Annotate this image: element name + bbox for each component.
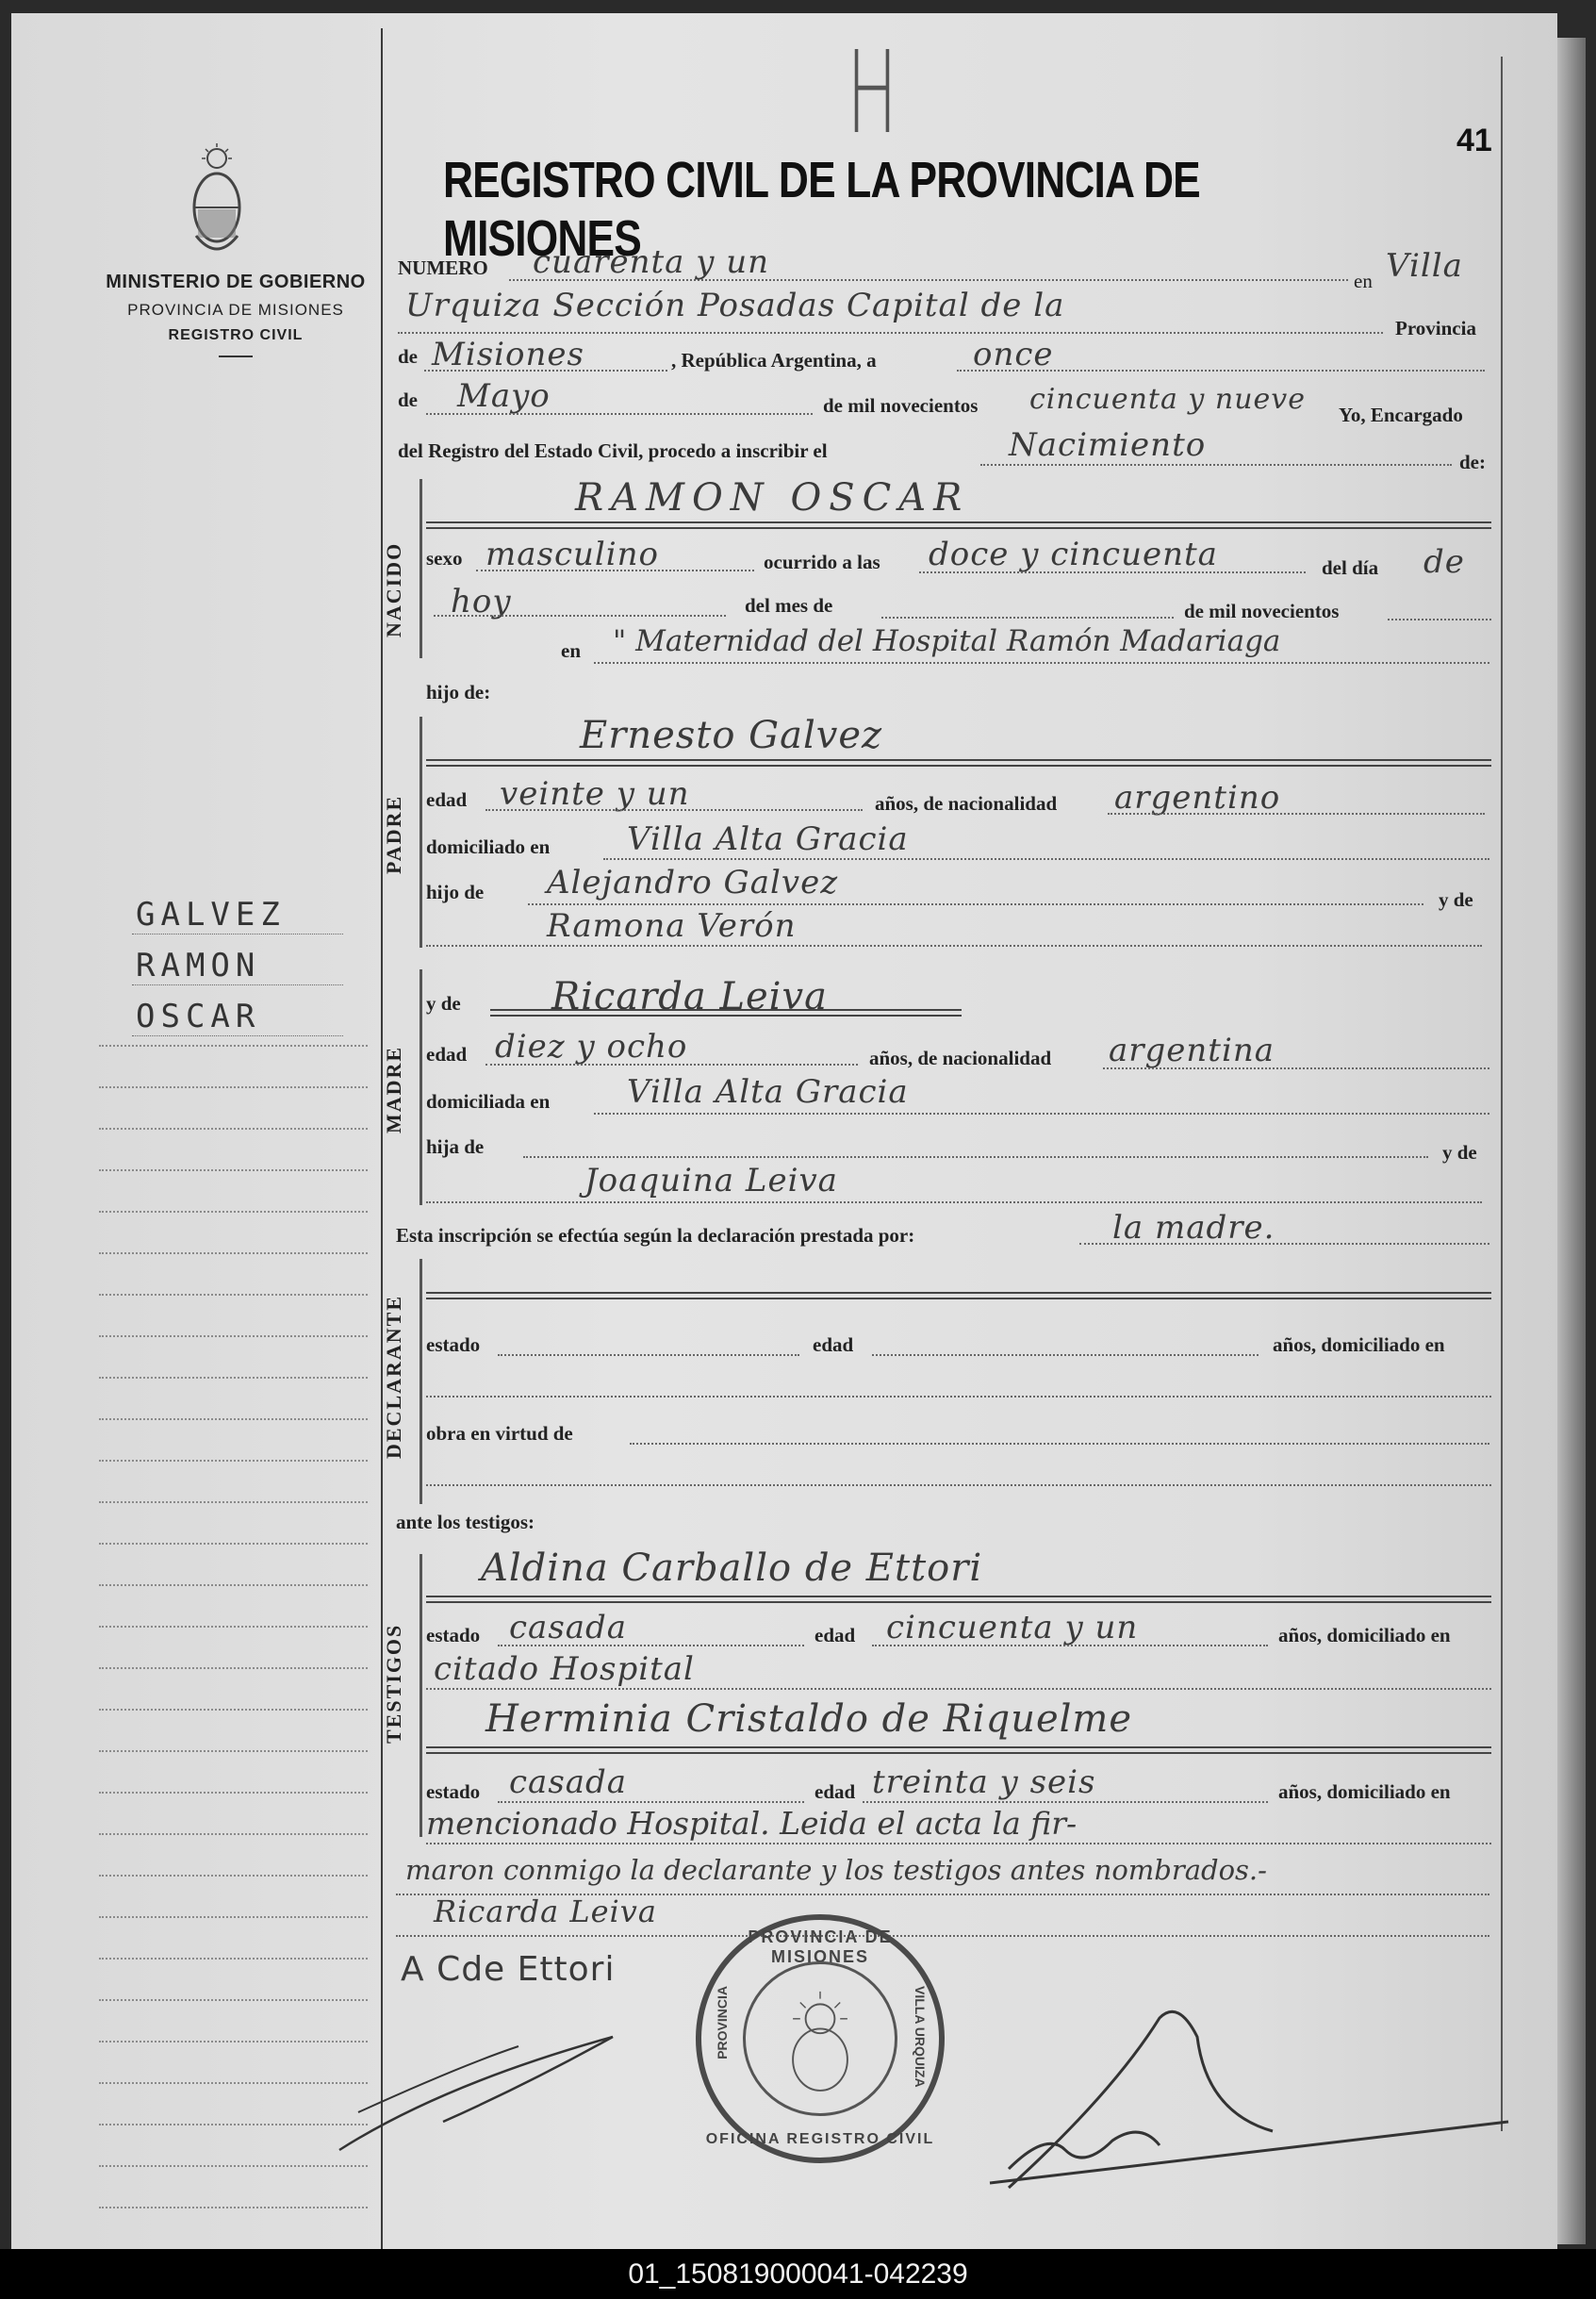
margin-ruled-line [99, 1169, 368, 1171]
numero-label: NUMERO [398, 256, 488, 279]
testigo2-dom-value: mencionado Hospital. Leida el acta la fir- [426, 1805, 1078, 1842]
testigo2-edad-line [863, 1801, 1268, 1803]
en-label: en [1354, 270, 1373, 292]
testigo1-estado-line [498, 1645, 804, 1646]
testigo1-nombre: Aldina Carballo de Ettori [481, 1546, 983, 1590]
sexo-line [476, 570, 754, 571]
declarante-obra-label: obra en virtud de [426, 1422, 573, 1445]
declaracion-line [1079, 1243, 1489, 1245]
padre-edad-value: veinte y un [500, 775, 690, 813]
seal-bottom-text: OFICINA REGISTRO CIVIL [705, 2131, 935, 2147]
seal-sun-icon [746, 1964, 895, 2113]
margin-note-name2: OSCAR [132, 998, 343, 1036]
margin-ruled-line [99, 1543, 368, 1545]
padre-yde-label: y de [1439, 888, 1473, 911]
margin-ruled-line [99, 2041, 368, 2043]
dia-value-2: hoy [451, 583, 512, 620]
scan-footer [0, 2249, 1596, 2299]
margin-ruled-line [99, 1916, 368, 1918]
padre-name-rule [426, 759, 1491, 767]
madre-yde-label: y de [426, 992, 461, 1015]
firma-declarante: Ricarda Leiva [434, 1894, 657, 1929]
seal-inner-ring [743, 1961, 897, 2116]
lugar-line [398, 332, 1383, 334]
padre-madre-value: Ramona Verón [547, 907, 797, 945]
padre-dom-label: domiciliado en [426, 835, 551, 858]
madre-nombre: Ricarda Leiva [551, 975, 828, 1018]
madre-edad-label: edad [426, 1043, 468, 1066]
de-mes-label: de [398, 389, 418, 411]
nacido-name-rule [426, 521, 1491, 529]
testigos-section-label: TESTIGOS [382, 1623, 405, 1744]
lugar-nac-line [594, 662, 1489, 664]
margin-ruled-line [99, 1709, 368, 1711]
madre-yde2-label: y de [1442, 1141, 1477, 1164]
madre-section-label: MADRE [382, 1045, 405, 1133]
sexo-value: masculino [485, 536, 660, 573]
provincia-line [424, 370, 667, 372]
seal-right-text: VILLA URQUIZA [913, 1986, 928, 2088]
seal-left-text: PROVINCIA [715, 1986, 730, 2059]
nacido-section-label: NACIDO [382, 541, 405, 637]
mil-nac-label: de mil novecientos [1184, 600, 1340, 622]
margin-ruled-line [99, 1750, 368, 1752]
page-number: 41 [1456, 123, 1492, 158]
del-dia-label: del día [1322, 556, 1379, 579]
declarante-anios-label: años, domiciliado en [1273, 1333, 1445, 1356]
testigo2-edad-label: edad [814, 1780, 856, 1803]
en-nac-label: en [561, 639, 581, 662]
nacido-bracket [420, 479, 422, 658]
mil-label: de mil novecientos [823, 394, 979, 417]
padre-dom-line [603, 858, 1489, 860]
mes-nac-line [881, 617, 1174, 619]
madre-dom-value: Villa Alta Gracia [627, 1073, 909, 1111]
margin-ruled-line [99, 2207, 368, 2208]
padre-edad-label: edad [426, 788, 468, 811]
dia-line [957, 370, 1485, 372]
firma-testigo: A Cde Ettori [401, 1950, 616, 1989]
tipo-line [980, 464, 1452, 466]
margin-ruled-line [99, 1999, 368, 2001]
padre-nombre: Ernesto Galvez [580, 714, 883, 757]
padre-nac-value: argentino [1114, 779, 1281, 817]
cierre-value: maron conmigo la declarante y los testigos antes nombrados.- [405, 1854, 1267, 1886]
testigo2-nombre: Herminia Cristaldo de Riquelme [485, 1697, 1133, 1741]
ministry-dash [219, 356, 253, 357]
de-colon-label: de: [1459, 451, 1486, 473]
de-label: de [398, 345, 418, 368]
firma1-line [396, 1935, 1489, 1937]
testigo2-estado-label: estado [426, 1780, 481, 1803]
margin-ruled-line [99, 1792, 368, 1794]
padre-nac-line [1108, 813, 1485, 815]
declarante-name-rule [426, 1292, 1491, 1299]
ocurrido-label: ocurrido a las [764, 551, 880, 573]
declarante-obra-line [630, 1443, 1489, 1445]
margin-ruled-line [99, 1501, 368, 1503]
padre-madre-line [426, 945, 1482, 947]
testigo1-edad-line [872, 1645, 1268, 1646]
testigo1-dom-line [426, 1688, 1491, 1690]
mes-line [426, 413, 813, 415]
margin-ruled-line [99, 1875, 368, 1877]
numero-value: cuarenta y un [533, 243, 770, 281]
margin-ruled-line [99, 1584, 368, 1586]
testigo1-anios-label: años, domiciliado en [1278, 1624, 1451, 1646]
madre-hija-label: hija de [426, 1135, 485, 1158]
madre-edad-value: diez y ocho [495, 1028, 688, 1066]
margin-ruled-line [99, 1211, 368, 1213]
ministry-line1: MINISTERIO DE GOBIERNO [106, 272, 366, 292]
margin-ruled-line [99, 1377, 368, 1379]
tipo-value: Nacimiento [1009, 426, 1207, 464]
testigo1-name-rule [426, 1596, 1491, 1603]
testigo1-edad-value: cincuenta y un [886, 1609, 1139, 1646]
padre-edad-line [485, 809, 863, 811]
registro-label: del Registro del Estado Civil, procedo a inscribir el [398, 439, 828, 462]
sexo-label: sexo [426, 547, 463, 570]
margin-ruled-line [99, 1667, 368, 1669]
declarante-edad-label: edad [813, 1333, 854, 1356]
declarante-bracket [420, 1259, 422, 1504]
margin-ruled-line [99, 1128, 368, 1130]
testigo2-estado-value: casada [509, 1763, 628, 1801]
margin-ruled-line [99, 1626, 368, 1628]
testigo2-name-rule [426, 1746, 1491, 1754]
testigo2-dom-line [426, 1843, 1491, 1844]
padre-padre-value: Alejandro Galvez [547, 864, 839, 901]
ministry-header [94, 272, 377, 357]
declarante-estado-line [498, 1354, 799, 1356]
mes-value: Mayo [457, 377, 551, 415]
encargado-label: Yo, Encargado [1339, 404, 1463, 426]
testigo2-estado-line [498, 1801, 804, 1803]
margin-ruled-line [99, 2165, 368, 2167]
declarante-estado-label: estado [426, 1333, 481, 1356]
dia-line-2 [434, 615, 726, 617]
madre-padre-line [523, 1156, 1428, 1158]
pencil-mark: H [847, 28, 898, 159]
dia-value: once [973, 336, 1054, 373]
madre-bracket [420, 969, 422, 1205]
ministry-line2: PROVINCIA DE MISIONES [127, 301, 344, 319]
testigo1-estado-label: estado [426, 1624, 481, 1646]
declarante-dom-line [426, 1396, 1491, 1398]
madre-nac-label: años, de nacionalidad [869, 1047, 1052, 1069]
margin-note-name1: RAMON [132, 947, 343, 985]
anio-value: cincuenta y nueve [1029, 383, 1306, 416]
madre-name-rule [490, 1009, 962, 1017]
republica-label: , República Argentina, a [671, 349, 877, 372]
testigo2-anios-label: años, domiciliado en [1278, 1780, 1451, 1803]
testigo2-edad-value: treinta y seis [872, 1763, 1096, 1801]
scan-id: 01_150819000041-042239 [628, 2258, 968, 2290]
margin-ruled-line [99, 1086, 368, 1088]
madre-madre-line [426, 1201, 1482, 1203]
madre-dom-label: domiciliada en [426, 1090, 551, 1113]
margin-ruled-line [99, 1045, 368, 1047]
declaracion-value: la madre. [1112, 1209, 1275, 1247]
hora-line [919, 571, 1306, 573]
testigo1-dom-value: citado Hospital [434, 1650, 695, 1688]
lugar-nac-value: " Maternidad del Hospital Ramón Madariaga [613, 624, 1281, 658]
nacido-nombre: RAMON OSCAR [575, 476, 970, 520]
margin-ruled-line [99, 2082, 368, 2084]
anio-nac-line [1388, 619, 1491, 620]
madre-nac-line [1103, 1067, 1489, 1069]
seal-top-text: PROVINCIA DE MISIONES [748, 1927, 893, 1966]
hora-value: doce y cincuenta [929, 536, 1218, 573]
ministry-line3: REGISTRO CIVIL [168, 327, 304, 343]
madre-edad-line [485, 1064, 858, 1066]
margin-ruled-line [99, 1335, 368, 1337]
declarante-extra-line [426, 1484, 1491, 1486]
madre-madre-value: Joaquina Leiva [584, 1162, 838, 1199]
coat-of-arms-icon [189, 141, 245, 264]
margin-ruled-line [99, 1460, 368, 1462]
dia-value-1: de [1423, 543, 1465, 581]
margin-ruled-line [99, 1833, 368, 1835]
official-seal [696, 1914, 945, 2163]
margin-ruled-line [99, 1418, 368, 1420]
padre-nac-label: años, de nacionalidad [875, 792, 1058, 815]
madre-nac-value: argentina [1109, 1032, 1275, 1069]
padre-section-label: PADRE [382, 794, 405, 875]
testigos-bracket [420, 1554, 422, 1837]
lugar-value-1: Villa [1386, 247, 1463, 285]
testigos-ante-label: ante los testigos: [396, 1511, 535, 1533]
mes-label: del mes de [745, 594, 833, 617]
hijo-label: hijo de: [426, 681, 491, 703]
right-margin-rule [1501, 57, 1503, 2131]
padre-bracket [420, 717, 422, 948]
testigo1-estado-value: casada [509, 1609, 628, 1646]
declarante-section-label: DECLARANTE [382, 1294, 405, 1460]
provincia-value: Misiones [432, 336, 584, 373]
lugar-value-2: Urquiza Sección Posadas Capital de la [405, 287, 1065, 324]
margin-note-surname: GALVEZ [132, 896, 343, 934]
madre-dom-line [594, 1113, 1489, 1115]
declaracion-label: Esta inscripción se efectúa según la declaración prestada por: [396, 1224, 915, 1247]
provincia-label: Provincia [1395, 317, 1476, 339]
margin-ruled-line [99, 2124, 368, 2125]
padre-padre-line [528, 903, 1423, 905]
testigo1-edad-label: edad [814, 1624, 856, 1646]
margin-ruled-line [99, 1958, 368, 1960]
padre-dom-value: Villa Alta Gracia [627, 820, 909, 858]
declarante-edad-line [872, 1354, 1259, 1356]
page-edge [1557, 38, 1586, 2244]
padre-hijo-label: hijo de [426, 881, 485, 903]
margin-ruled-line [99, 1252, 368, 1254]
margin-ruled-line [99, 1294, 368, 1296]
page-title: REGISTRO CIVIL DE LA PROVINCIA DE MISIONES [443, 152, 1200, 267]
